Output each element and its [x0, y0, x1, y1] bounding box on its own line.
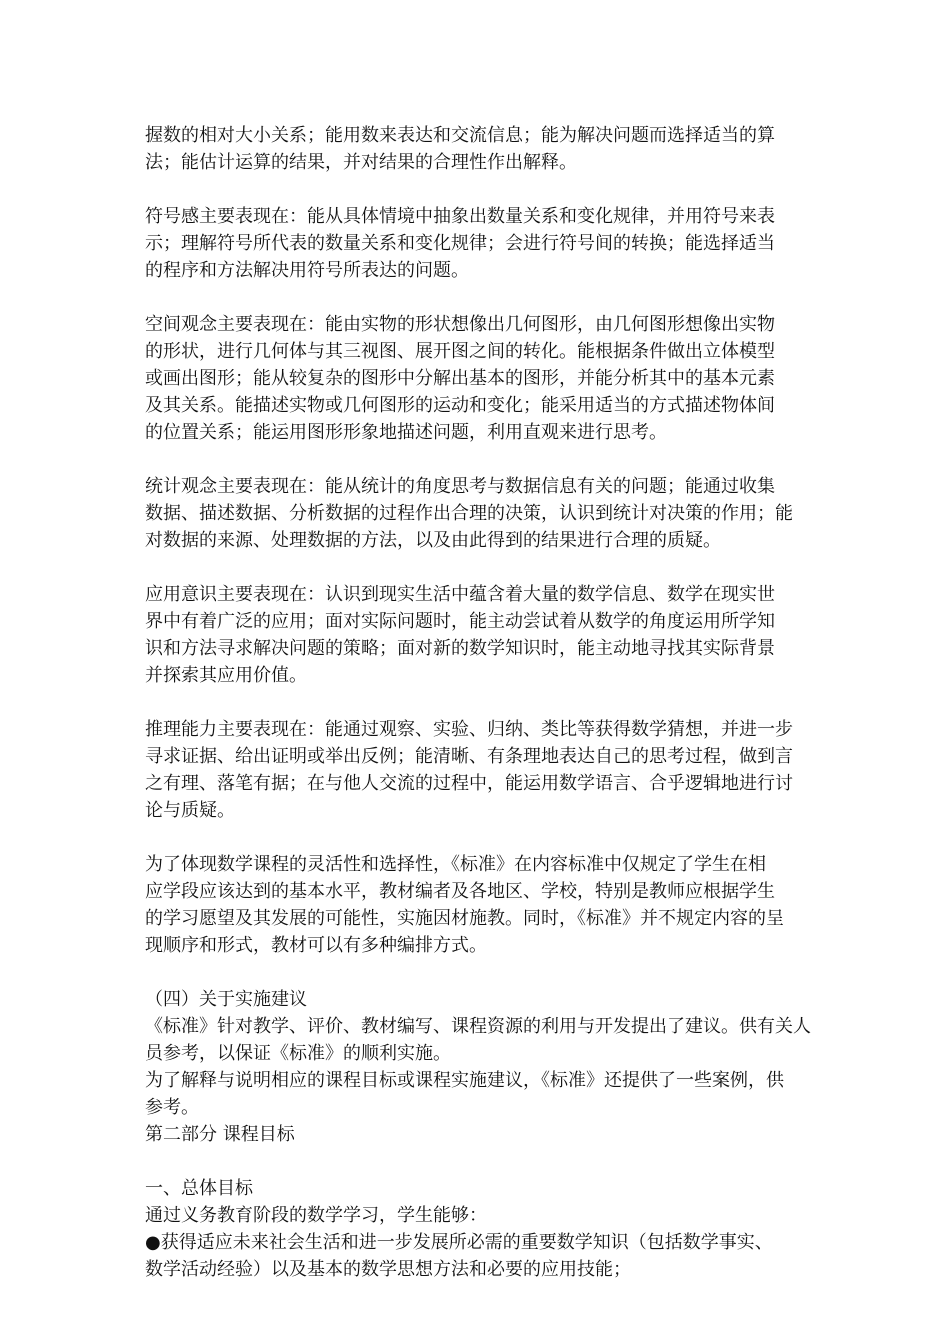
- part-heading: 第二部分 课程目标: [145, 1124, 295, 1145]
- paragraph-gap: [145, 176, 815, 203]
- text-line: 示；理解符号所代表的数量关系和变化规律；会进行符号间的转换；能选择适当: [145, 233, 775, 254]
- text-line: 对数据的来源、处理数据的方法，以及由此得到的结果进行合理的质疑。: [145, 530, 721, 551]
- text-line: 论与质疑。: [145, 800, 235, 821]
- text-line: 的形状，进行几何体与其三视图、展开图之间的转化。能根据条件做出立体模型: [145, 341, 775, 362]
- text-line: 及其关系。能描述实物或几何图形的运动和变化；能采用适当的方式描述物体间: [145, 395, 775, 416]
- paragraph-gap: [145, 284, 815, 311]
- text-line: 参考。: [145, 1097, 199, 1118]
- text-line: 符号感主要表现在：能从具体情境中抽象出数量关系和变化规律，并用符号来表: [145, 206, 775, 227]
- section-heading: （四）关于实施建议: [145, 989, 307, 1010]
- text-line: 之有理、落笔有据；在与他人交流的过程中，能运用数学语言、合乎逻辑地进行讨: [145, 773, 793, 794]
- text-line: 为了体现数学课程的灵活性和选择性，《标准》在内容标准中仅规定了学生在相: [145, 854, 766, 875]
- text-line: 应学段应该达到的基本水平，教材编者及各地区、学校，特别是教师应根据学生: [145, 881, 775, 902]
- text-line: 识和方法寻求解决问题的策略；面对新的数学知识时，能主动地寻找其实际背景: [145, 638, 775, 659]
- paragraph-gap: [145, 446, 815, 473]
- text-line: 空间观念主要表现在：能由实物的形状想像出几何图形，由几何图形想像出实物: [145, 314, 775, 335]
- text-line: 界中有着广泛的应用；面对实际问题时，能主动尝试着从数学的角度运用所学知: [145, 611, 775, 632]
- text-line: 应用意识主要表现在：认识到现实生活中蕴含着大量的数学信息、数学在现实世: [145, 584, 775, 605]
- text-line: 或画出图形；能从较复杂的图形中分解出基本的图形，并能分析其中的基本元素: [145, 368, 775, 389]
- text-line: 的位置关系；能运用图形形象地描述问题，利用直观来进行思考。: [145, 422, 667, 443]
- paragraph-gap: [145, 824, 815, 851]
- text-line: 现顺序和形式，教材可以有多种编排方式。: [145, 935, 487, 956]
- text-line: 员参考，以保证《标准》的顺利实施。: [145, 1043, 451, 1064]
- section-heading: 一、总体目标: [145, 1178, 253, 1199]
- text-line: 数学活动经验）以及基本的数学思想方法和必要的应用技能；: [145, 1259, 631, 1280]
- text-line: 推理能力主要表现在：能通过观察、实验、归纳、类比等获得数学猜想，并进一步: [145, 719, 793, 740]
- paragraph-gap: [145, 1148, 815, 1175]
- text-line: 握数的相对大小关系；能用数来表达和交流信息；能为解决问题而选择适当的算: [145, 125, 775, 146]
- text-line: 《标准》针对教学、评价、教材编写、课程资源的利用与开发提出了建议。供有关人: [145, 1016, 811, 1037]
- bullet-item: ●获得适应未来社会生活和进一步发展所必需的重要数学知识（包括数学事实、: [145, 1232, 773, 1253]
- paragraph-gap: [145, 689, 815, 716]
- text-line: 数据、描述数据、分析数据的过程作出合理的决策，认识到统计对决策的作用；能: [145, 503, 793, 524]
- text-line: 统计观念主要表现在：能从统计的角度思考与数据信息有关的问题；能通过收集: [145, 476, 775, 497]
- paragraph-gap: [145, 554, 815, 581]
- text-line: 的学习愿望及其发展的可能性，实施因材施教。同时，《标准》并不规定内容的呈: [145, 908, 784, 929]
- document-body: [145, 122, 815, 1283]
- text-line: 并探索其应用价值。: [145, 665, 307, 686]
- text-line: 的程序和方法解决用符号所表达的问题。: [145, 260, 469, 281]
- text-line: 寻求证据、给出证明或举出反例；能清晰、有条理地表达自己的思考过程，做到言: [145, 746, 793, 767]
- text-line: 为了解释与说明相应的课程目标或课程实施建议，《标准》还提供了一些案例，供: [145, 1070, 784, 1091]
- paragraph-gap: [145, 959, 815, 986]
- text-line: 法；能估计运算的结果，并对结果的合理性作出解释。: [145, 152, 577, 173]
- text-line: 通过义务教育阶段的数学学习，学生能够：: [145, 1205, 487, 1226]
